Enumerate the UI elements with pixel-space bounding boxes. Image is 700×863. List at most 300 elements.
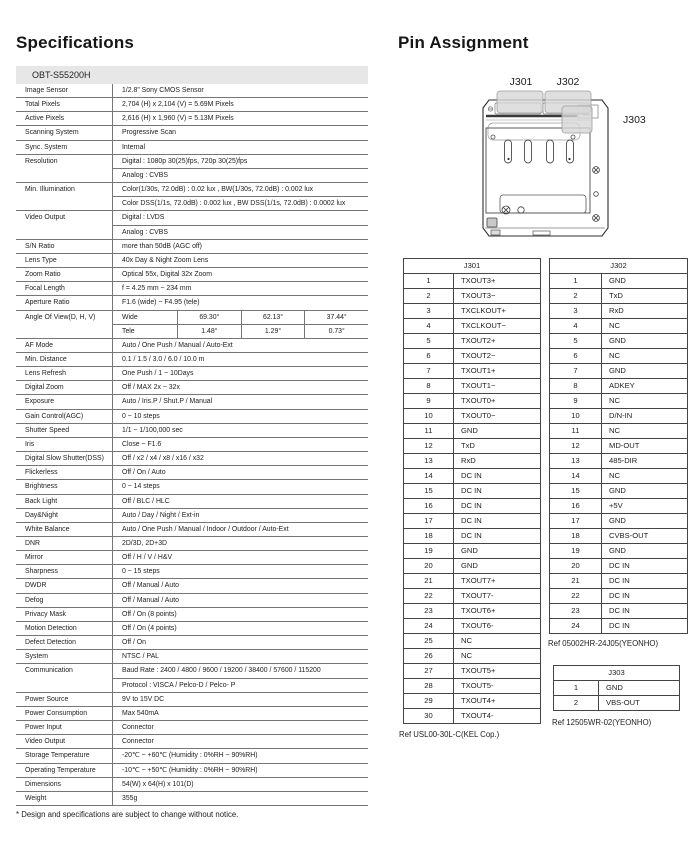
angle-label-cell: Tele xyxy=(122,327,135,335)
pin-signal: +5V xyxy=(609,501,623,510)
pin-row xyxy=(550,303,687,318)
spec-label: System xyxy=(16,650,113,663)
spec-label: Angle Of View(D, H, V) xyxy=(16,311,113,338)
spec-values xyxy=(113,84,368,97)
pin-row xyxy=(550,618,687,633)
pin-signal: TXOUT5- xyxy=(461,681,494,690)
spec-value-line: Color(1/30s, 72.0dB) : 0.02 lux , BW(1/30s, 72.0dB) : 0.002 lux xyxy=(122,186,314,194)
pin-row xyxy=(404,633,540,648)
spec-value-line: Off / Manual / Auto xyxy=(122,596,179,604)
ref-note-j302: Ref 05002HR-24J05(YEONHO) xyxy=(548,639,659,648)
pin-number: 18 xyxy=(404,529,454,543)
pin-table-j301 xyxy=(403,258,541,724)
spec-row xyxy=(16,452,368,466)
pin-row xyxy=(404,274,540,288)
pin-signal: DC IN xyxy=(461,531,482,540)
spec-values xyxy=(113,664,368,691)
pin-row xyxy=(404,393,540,408)
spec-row xyxy=(16,183,368,211)
spec-label: Day&Night xyxy=(16,509,113,522)
spec-row xyxy=(16,778,368,792)
spec-value-line: Auto / Day / Night / Ext-in xyxy=(122,511,200,519)
pin-number: 23 xyxy=(550,604,602,618)
spec-value-line: f = 4.25 mm ~ 234 mm xyxy=(122,285,192,293)
spec-label: Power Consumption xyxy=(16,707,113,720)
spec-value-line: Off / On (4 points) xyxy=(122,624,177,632)
pin-signal: TXOUT6+ xyxy=(461,606,496,615)
pin-row xyxy=(404,423,540,438)
pin-number: 11 xyxy=(404,424,454,438)
spec-value-line: 1/1 ~ 1/100,000 sec xyxy=(122,426,183,434)
angle-value-cell: 1.48° xyxy=(177,325,241,338)
pin-signal: GND xyxy=(609,276,626,285)
spec-label: Focal Length xyxy=(16,282,113,295)
pin-row xyxy=(550,603,687,618)
pin-row xyxy=(550,438,687,453)
spec-row xyxy=(16,211,368,239)
pin-number: 5 xyxy=(550,334,602,348)
spec-label: Min. Distance xyxy=(16,353,113,366)
pin-row xyxy=(550,333,687,348)
spec-row xyxy=(16,367,368,381)
spec-values xyxy=(113,282,368,295)
spec-row xyxy=(16,480,368,494)
angle-grid-row xyxy=(113,311,368,324)
pin-number: 1 xyxy=(554,681,599,695)
pin-signal: DC IN xyxy=(609,621,630,630)
pin-number: 16 xyxy=(550,499,602,513)
pin-number: 23 xyxy=(404,604,454,618)
spec-label: Operating Temperature xyxy=(16,764,113,777)
spec-values xyxy=(113,579,368,592)
spec-values xyxy=(113,141,368,154)
pin-signal: DC IN xyxy=(609,606,630,615)
pin-row xyxy=(550,498,687,513)
pin-row xyxy=(404,363,540,378)
spec-row xyxy=(16,495,368,509)
pin-number: 14 xyxy=(404,469,454,483)
spec-values xyxy=(113,211,368,238)
spec-label: Lens Type xyxy=(16,254,113,267)
spec-value-line: Off / H / V / H&V xyxy=(122,554,173,562)
pin-row xyxy=(550,393,687,408)
spec-values xyxy=(113,438,368,451)
pin-signal: CVBS-OUT xyxy=(609,531,649,540)
pin-signal: GND xyxy=(609,366,626,375)
pin-number: 16 xyxy=(404,499,454,513)
pin-number: 9 xyxy=(404,394,454,408)
pin-number: 3 xyxy=(550,304,602,318)
spec-value-line: Auto / Iris.P / Shut.P / Manual xyxy=(122,398,213,406)
spec-label: Active Pixels xyxy=(16,112,113,125)
pin-signal: TXOUT7- xyxy=(461,591,494,600)
spec-row xyxy=(16,311,368,339)
pin-row xyxy=(554,695,679,710)
j301-diagram-label: J301 xyxy=(509,76,533,88)
pin-signal: DC IN xyxy=(609,591,630,600)
pin-number: 30 xyxy=(404,709,454,723)
spec-value-line: 54(W) x 64(H) x 101(D) xyxy=(122,780,194,788)
spec-value-line: 9V to 15V DC xyxy=(122,695,165,703)
pin-number: 13 xyxy=(550,454,602,468)
pin-row xyxy=(554,681,679,695)
spec-row xyxy=(16,764,368,778)
pin-row xyxy=(550,588,687,603)
pin-number: 21 xyxy=(550,574,602,588)
pin-signal: D/N-IN xyxy=(609,411,633,420)
spec-row xyxy=(16,537,368,551)
pin-signal: GND xyxy=(609,546,626,555)
spec-value-line: 0.1 / 1.5 / 3.0 / 6.0 / 10.0 m xyxy=(122,355,205,363)
pin-row xyxy=(404,468,540,483)
spec-values xyxy=(113,424,368,437)
spec-row xyxy=(16,466,368,480)
spec-value-line: 1/2.8" Sony CMOS Sensor xyxy=(122,87,204,94)
pin-number: 1 xyxy=(404,274,454,288)
pin-number: 22 xyxy=(404,589,454,603)
spec-values xyxy=(113,523,368,536)
pin-signal: TXOUT5+ xyxy=(461,666,496,675)
j301-connector-highlight xyxy=(497,91,543,113)
pin-row xyxy=(550,483,687,498)
pin-signal: TXOUT4- xyxy=(461,711,494,720)
spec-row xyxy=(16,268,368,282)
pin-signal: 485-DIR xyxy=(609,456,638,465)
spec-values xyxy=(113,254,368,267)
spec-values xyxy=(113,551,368,564)
pin-signal: TXOUT6- xyxy=(461,621,494,630)
pin-row xyxy=(550,378,687,393)
j303-diagram-label: J303 xyxy=(623,114,646,126)
j302-diagram-label: J302 xyxy=(556,76,580,88)
pin-row xyxy=(550,363,687,378)
spec-row xyxy=(16,551,368,565)
pin-row xyxy=(404,348,540,363)
spec-label: Zoom Ratio xyxy=(16,268,113,281)
pin-signal: DC IN xyxy=(609,576,630,585)
pin-assignment-title: Pin Assignment xyxy=(398,33,529,52)
spec-values xyxy=(113,608,368,621)
pin-row xyxy=(404,408,540,423)
spec-value-line: F1.6 (wide) ~ F4.95 (tele) xyxy=(122,299,200,307)
spec-label: Video Output xyxy=(16,211,113,238)
pin-row xyxy=(404,333,540,348)
spec-label: Power Input xyxy=(16,721,113,734)
pin-number: 22 xyxy=(550,589,602,603)
pin-row xyxy=(404,693,540,708)
spec-label: Motion Detection xyxy=(16,622,113,635)
spec-value-line: Off / Manual / Auto xyxy=(122,582,179,590)
spec-values xyxy=(113,480,368,493)
spec-value-line: -10℃ ~ +50℃ (Humidity : 0%RH ~ 90%RH) xyxy=(122,766,258,774)
pin-number: 25 xyxy=(404,634,454,648)
spec-values xyxy=(113,764,368,777)
ref-note-j303: Ref 12505WR-02(YEONHO) xyxy=(552,718,652,727)
spec-label: Back Light xyxy=(16,495,113,508)
spec-row xyxy=(16,84,368,98)
pin-signal: GND xyxy=(609,516,626,525)
pin-signal: DC IN xyxy=(461,516,482,525)
spec-row xyxy=(16,381,368,395)
spec-value-line: One Push / 1 ~ 10Days xyxy=(122,370,194,378)
spec-row xyxy=(16,339,368,353)
spec-value-line: Max 540mA xyxy=(122,709,159,717)
spec-values xyxy=(113,594,368,607)
spec-values xyxy=(113,112,368,125)
pin-signal: GND xyxy=(461,426,478,435)
pin-number: 28 xyxy=(404,679,454,693)
pin-row xyxy=(550,423,687,438)
spec-row xyxy=(16,749,368,763)
pin-signal: TXOUT3+ xyxy=(461,276,496,285)
spec-value-line: Off / MAX 2x ~ 32x xyxy=(122,384,180,392)
spec-label: Flickerless xyxy=(16,466,113,479)
spec-row xyxy=(16,792,368,806)
pin-signal: TXOUT7+ xyxy=(461,576,496,585)
angle-value-cell: 0.73° xyxy=(304,325,368,338)
spec-values xyxy=(113,749,368,762)
pin-signal: TXOUT2+ xyxy=(461,336,496,345)
spec-value-line: -20℃ ~ +60℃ (Humidity : 0%RH ~ 90%RH) xyxy=(122,752,258,760)
pin-row xyxy=(404,708,540,723)
pin-number: 17 xyxy=(404,514,454,528)
spec-values xyxy=(113,509,368,522)
pin-number: 24 xyxy=(404,619,454,633)
pin-signal: GND xyxy=(461,546,478,555)
spec-row xyxy=(16,395,368,409)
spec-row xyxy=(16,721,368,735)
spec-row xyxy=(16,155,368,183)
spec-value-line: Optical 55x, Digital 32x Zoom xyxy=(122,271,212,279)
pin-number: 24 xyxy=(550,619,602,633)
spec-values xyxy=(113,466,368,479)
spec-values xyxy=(113,296,368,309)
spec-value-line: 0 ~ 10 steps xyxy=(122,412,160,420)
pin-row xyxy=(550,573,687,588)
pin-signal: GND xyxy=(606,683,623,692)
pin-signal: DC IN xyxy=(461,501,482,510)
pin-signal: GND xyxy=(461,561,478,570)
pin-number: 18 xyxy=(550,529,602,543)
pin-number: 4 xyxy=(550,319,602,333)
pin-number: 13 xyxy=(404,454,454,468)
ref-note-j301: Ref USL00-30L-C(KEL Cop.) xyxy=(399,730,500,739)
pin-signal: TXOUT0+ xyxy=(461,396,496,405)
pin-row xyxy=(404,378,540,393)
spec-row xyxy=(16,565,368,579)
spec-label: Defog xyxy=(16,594,113,607)
spec-value-line: Progressive Scan xyxy=(122,129,177,137)
spec-label: Sharpness xyxy=(16,565,113,578)
spec-values xyxy=(113,735,368,748)
camera-rear-diagram xyxy=(477,70,700,248)
spec-row xyxy=(16,707,368,721)
spec-label: Digital Slow Shutter(DSS) xyxy=(16,452,113,465)
pin-signal: NC xyxy=(461,636,472,645)
pin-signal: NC xyxy=(609,351,620,360)
pin-signal: TxD xyxy=(609,291,623,300)
pin-signal: GND xyxy=(609,486,626,495)
footnote: * Design and specifications are subject to change without notice. xyxy=(16,810,239,819)
spec-row xyxy=(16,523,368,537)
spec-row xyxy=(16,410,368,424)
spec-values xyxy=(113,395,368,408)
pin-row xyxy=(404,303,540,318)
spec-label: Power Source xyxy=(16,693,113,706)
pin-row xyxy=(550,408,687,423)
spec-values xyxy=(113,622,368,635)
j303-connector-highlight xyxy=(562,106,592,133)
pin-number: 10 xyxy=(550,409,602,423)
pin-number: 27 xyxy=(404,664,454,678)
spec-row xyxy=(16,282,368,296)
angle-value-cell: 69.30° xyxy=(177,311,241,324)
spec-value-line: NTSC / PAL xyxy=(122,653,160,661)
spec-row xyxy=(16,254,368,268)
pin-row xyxy=(404,483,540,498)
pin-row xyxy=(404,318,540,333)
pin-signal: TXOUT1+ xyxy=(461,366,496,375)
pin-row xyxy=(550,274,687,288)
pin-row xyxy=(550,558,687,573)
pin-number: 14 xyxy=(550,469,602,483)
pin-signal: DC IN xyxy=(461,486,482,495)
spec-row xyxy=(16,112,368,126)
pin-signal: NC xyxy=(609,471,620,480)
pin-signal: ADKEY xyxy=(609,381,635,390)
spec-label: AF Mode xyxy=(16,339,113,352)
spec-values xyxy=(113,792,368,805)
spec-values xyxy=(113,353,368,366)
spec-value-line: 0 ~ 14 steps xyxy=(122,483,160,491)
spec-row xyxy=(16,735,368,749)
spec-value-line: Connector xyxy=(122,724,154,732)
pin-row xyxy=(550,348,687,363)
pin-number: 19 xyxy=(550,544,602,558)
spec-values xyxy=(113,381,368,394)
spec-values xyxy=(113,155,368,182)
spec-row xyxy=(16,353,368,367)
pin-row xyxy=(404,528,540,543)
pin-number: 1 xyxy=(550,274,602,288)
spec-values xyxy=(113,693,368,706)
pin-number: 21 xyxy=(404,574,454,588)
spec-label: Scanning System xyxy=(16,126,113,139)
pin-signal: TxD xyxy=(461,441,475,450)
spec-row xyxy=(16,98,368,112)
spec-value-line: Off / On / Auto xyxy=(122,469,166,477)
spec-row xyxy=(16,141,368,155)
spec-value-line: Auto / One Push / Manual / Auto-Ext xyxy=(122,341,233,349)
spec-values xyxy=(113,707,368,720)
pin-number: 20 xyxy=(404,559,454,573)
spec-values xyxy=(113,410,368,423)
spec-label: Min. Illumination xyxy=(16,183,113,210)
pin-number: 19 xyxy=(404,544,454,558)
pin-row xyxy=(550,318,687,333)
spec-label: DWDR xyxy=(16,579,113,592)
spec-value-line: Off / On xyxy=(122,639,146,647)
pin-signal: TXOUT4+ xyxy=(461,696,496,705)
spec-label: Gain Control(AGC) xyxy=(16,410,113,423)
spec-row xyxy=(16,509,368,523)
spec-row xyxy=(16,296,368,310)
pin-table-j302 xyxy=(549,258,688,634)
spec-value-line: Digital : 1080p 30(25)fps, 720p 30(25)fps xyxy=(122,157,248,165)
spec-row xyxy=(16,126,368,140)
pin-signal: RxD xyxy=(609,306,624,315)
spec-label: White Balance xyxy=(16,523,113,536)
pin-signal: TXOUT1− xyxy=(461,381,496,390)
pin-signal: NC xyxy=(609,321,620,330)
pin-table-header: J303 xyxy=(554,666,679,681)
pin-row xyxy=(404,588,540,603)
spec-label: Video Output xyxy=(16,735,113,748)
spec-label: Image Sensor xyxy=(16,84,113,97)
pin-signal: DC IN xyxy=(461,471,482,480)
spec-value-line: 2,704 (H) x 2,104 (V) = 5.69M Pixels xyxy=(122,101,234,109)
spec-row xyxy=(16,579,368,593)
spec-row xyxy=(16,438,368,452)
pin-number: 29 xyxy=(404,694,454,708)
angle-value-cell: 37.44° xyxy=(304,311,368,324)
spec-values xyxy=(113,650,368,663)
spec-row xyxy=(16,608,368,622)
spec-values xyxy=(113,367,368,380)
spec-label: Defect Detection xyxy=(16,636,113,649)
spec-value-line: Color DSS(1/1s, 72.0dB) : 0.002 lux , BW DSS(1/1s, 72.0dB) : 0.0002 lux xyxy=(113,196,368,210)
spec-label: Mirror xyxy=(16,551,113,564)
pin-row xyxy=(404,648,540,663)
spec-label: S/N Ratio xyxy=(16,240,113,253)
pin-table-header: J301 xyxy=(404,259,540,274)
spec-label: Aperture Ratio xyxy=(16,296,113,309)
spec-label: Digital Zoom xyxy=(16,381,113,394)
angle-label-cell: Wide xyxy=(122,313,138,321)
spec-value-line: 40x Day & Night Zoom Lens xyxy=(122,256,209,264)
spec-values xyxy=(113,778,368,791)
angle-value-cell: 1.29° xyxy=(241,325,305,338)
spec-row xyxy=(16,240,368,254)
pin-number: 8 xyxy=(404,379,454,393)
spec-row xyxy=(16,622,368,636)
spec-value-line: Auto / One Push / Manual / Indoor / Outdoor / Auto-Ext xyxy=(122,525,289,533)
pin-signal: VBS-OUT xyxy=(606,698,640,707)
pin-table-header: J302 xyxy=(550,259,687,274)
pin-signal: TXOUT0− xyxy=(461,411,496,420)
pin-row xyxy=(550,288,687,303)
spec-values xyxy=(113,721,368,734)
pin-number: 15 xyxy=(550,484,602,498)
spec-values xyxy=(113,452,368,465)
pin-number: 3 xyxy=(404,304,454,318)
spec-values xyxy=(113,98,368,111)
pin-signal: NC xyxy=(609,396,620,405)
angle-value-cell: 62.13° xyxy=(241,311,305,324)
pin-signal: TXCLKOUT− xyxy=(461,321,506,330)
spec-label: Exposure xyxy=(16,395,113,408)
pin-row xyxy=(404,573,540,588)
pin-row xyxy=(404,438,540,453)
pin-row xyxy=(404,618,540,633)
pin-signal: TXOUT3− xyxy=(461,291,496,300)
pin-signal: TXOUT2− xyxy=(461,351,496,360)
pin-table-j303 xyxy=(553,665,680,711)
spec-row xyxy=(16,693,368,707)
pin-number: 11 xyxy=(550,424,602,438)
pin-row xyxy=(404,543,540,558)
specifications-title: Specifications xyxy=(16,33,135,52)
